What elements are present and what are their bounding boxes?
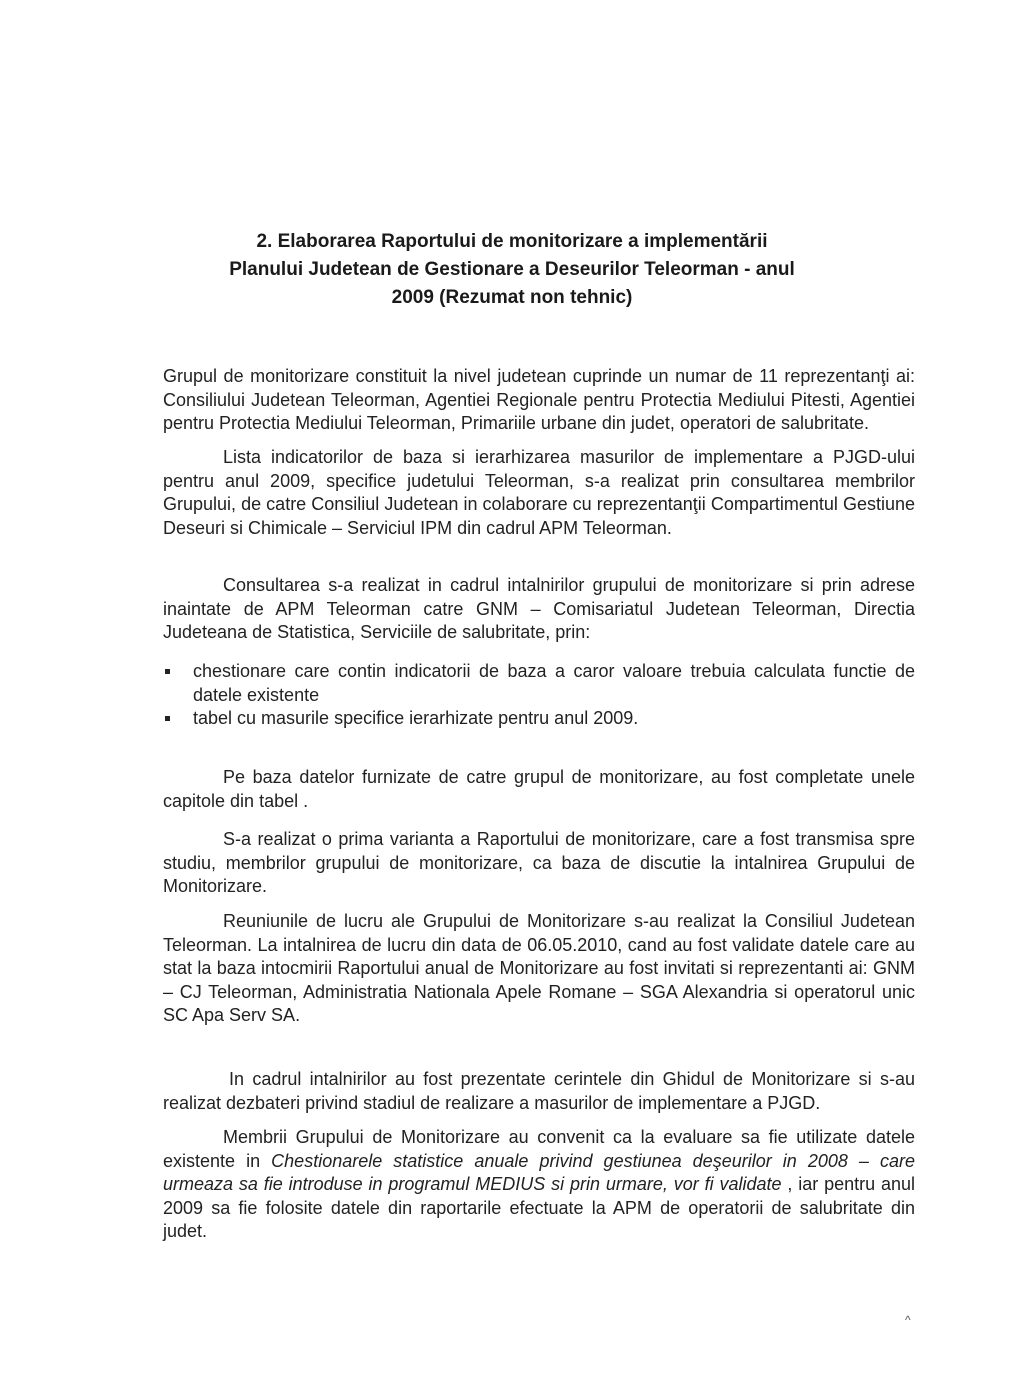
paragraph-consultation	[163, 574, 915, 645]
paragraph-text: Pe baza datelor furnizate de catre grupul de monitorizare, au fost completate unele capitole din tabel .	[163, 767, 915, 811]
heading-line-2: Planului Judetean de Gestionare a Deseurilor Teleorman - anul	[229, 259, 795, 280]
square-bullet-icon	[165, 716, 170, 721]
paragraph-working-meetings	[163, 910, 915, 1028]
paragraph-text: Grupul de monitorizare constituit la nivel judetean cuprinde un numar de 11 reprezentanţi ai: Consiliului Judetean Teleorman, Agentiei Regionale pentru Protectia Mediului Pitesti, Agentiei pentru Protectia Mediului Teleorman, Primariile urbane din judet, operatori de salubritate.	[163, 366, 915, 434]
square-bullet-icon	[165, 669, 170, 674]
paragraph-first-version	[163, 828, 915, 899]
paragraph-text: S-a realizat o prima varianta a Raportului de monitorizare, care a fost transmisa spre studiu, membrilor grupului de monitorizare, ca baza de discutie la intalnirea Grupului de Monitorizare.	[163, 829, 915, 897]
heading-line-3: 2009 (Rezumat non tehnic)	[391, 287, 633, 308]
list-item-text: tabel cu masurile specifice ierarhizate pentru anul 2009.	[193, 708, 639, 729]
section-heading	[150, 228, 874, 312]
paragraph-text: In cadrul intalnirilor au fost prezentate cerintele din Ghidul de Monitorizare si s-au realizat dezbateri privind stadiul de realizare a masurilor de implementare a PJGD.	[163, 1069, 915, 1113]
page-mark: ^	[905, 1313, 911, 1327]
list-item-text: chestionare care contin indicatorii de baza a caror valoare trebuia calculata functie de datele existente	[193, 661, 915, 705]
paragraph-text-end: , iar pentru anul 2009 sa fie folosite datele din raportarile efectuate la APM de operatorii de salubritate din judet.	[163, 1174, 915, 1242]
paragraph-text: Reuniunile de lucru ale Grupului de Monitorizare s-au realizat la Consiliul Judetean Teleorman. La intalnirea de lucru din data de 06.05.2010, cand au fost validate datele care au stat la baza intocmirii Raportului anual de Monitorizare au fost invitati si reprezentanti ai: GNM – CJ Teleorman, Administratia Nationala Apele Romane – SGA Alexandria si operatorul unic SC Apa Serv SA.	[163, 911, 915, 1026]
paragraph-agreement	[163, 1126, 915, 1244]
paragraph-text-start: Membrii Grupului de Monitorizare au convenit ca la evaluare sa fie utilizate datele existente in	[163, 1127, 915, 1171]
paragraph-requirements	[163, 1068, 915, 1115]
paragraph-data-provided	[163, 766, 915, 813]
list-item	[163, 660, 915, 707]
paragraph-text: Consultarea s-a realizat in cadrul intalnirilor grupului de monitorizare si prin adrese inaintate de APM Teleorman catre GNM – Comisariatul Judetean Teleorman, Directia Judeteana de Statistica, Serviciile de salubritate, prin:	[163, 575, 915, 643]
paragraph-monitoring-group	[163, 365, 915, 436]
heading-line-1: 2. Elaborarea Raportului de monitorizare a implementării	[256, 231, 768, 252]
paragraph-text: Lista indicatorilor de baza si ierarhizarea masurilor de implementare a PJGD-ului pentru anul 2009, specifice judetului Teleorman, s-a realizat prin consultarea membrilor Grupului, de catre Consiliul Judetean in colaborare cu reprezentanţii Compartimentul Gestiune Deseuri si Chimicale – Serviciul IPM din cadrul APM Teleorman.	[163, 447, 915, 538]
paragraph-indicator-list	[163, 446, 915, 540]
list-item	[163, 707, 915, 731]
consultation-methods-list	[163, 660, 915, 731]
paragraph-text-italic: Chestionarele statistice anuale privind gestiunea deşeurilor in 2008 – care urmeaza sa fie introduse in programul MEDIUS si prin urmare, vor fi validate	[163, 1150, 916, 1195]
